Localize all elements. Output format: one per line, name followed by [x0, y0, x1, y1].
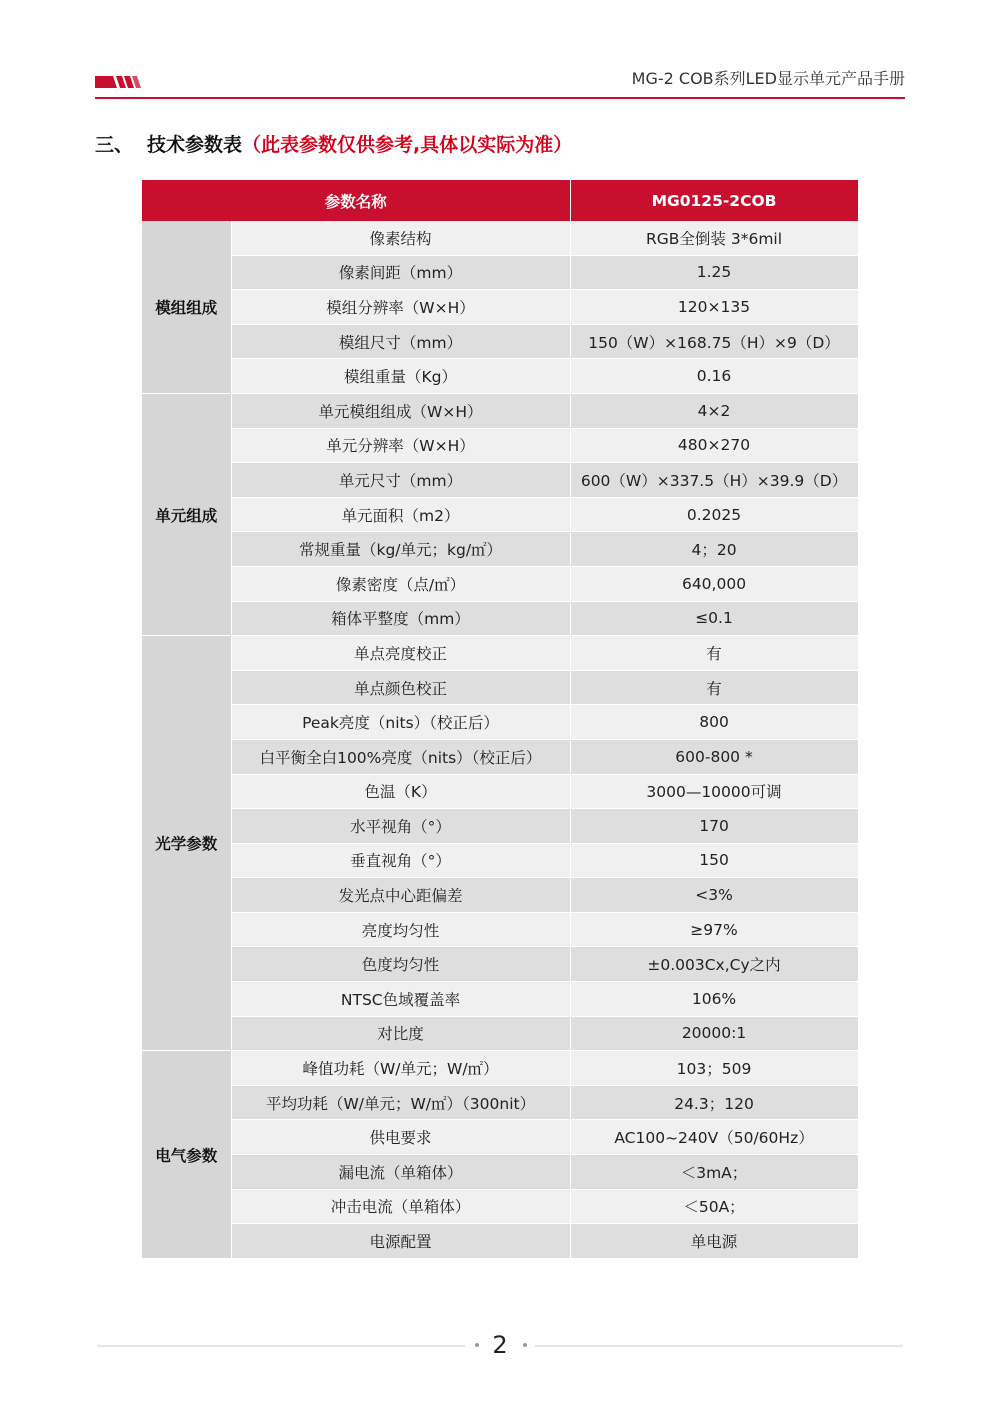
- table-row: [142, 428, 858, 463]
- table-row: [142, 566, 858, 601]
- param-name-cell: 单元模组组成（W×H）: [231, 393, 570, 428]
- param-value-cell: <3%: [570, 878, 858, 913]
- header-model: MG0125-2COB: [570, 180, 858, 221]
- param-value-cell: 640,000: [570, 566, 858, 601]
- header-divider: [95, 97, 905, 99]
- param-name-cell: 亮度均匀性: [231, 912, 570, 947]
- page-number: 2: [492, 1331, 508, 1359]
- param-name-cell: NTSC色域覆盖率: [231, 982, 570, 1017]
- param-name-cell: 常规重量（kg/单元；kg/㎡）: [231, 532, 570, 567]
- header-title: MG-2 COB系列LED显示单元产品手册: [631, 69, 905, 88]
- table-row: [142, 739, 858, 774]
- param-name-cell: 像素结构: [231, 221, 570, 255]
- param-name-cell: 单点颜色校正: [231, 670, 570, 705]
- table-row: [142, 221, 858, 255]
- param-value-cell: 480×270: [570, 428, 858, 463]
- table-row: [142, 1016, 858, 1051]
- param-name-cell: 白平衡全白100%亮度（nits）（校正后）: [231, 739, 570, 774]
- param-value-cell: AC100~240V（50/60Hz）: [570, 1120, 858, 1155]
- param-value-cell: ±0.003Cx,Cy之内: [570, 947, 858, 982]
- param-name-cell: 峰值功耗（W/单元；W/㎡）: [231, 1051, 570, 1086]
- param-value-cell: 20000:1: [570, 1016, 858, 1051]
- group-label: 模组组成: [142, 221, 231, 393]
- section-heading: [95, 130, 572, 157]
- brand-stripes-icon: [95, 76, 141, 88]
- param-name-cell: 发光点中心距偏差: [231, 878, 570, 913]
- table-row: [142, 636, 858, 671]
- param-value-cell: 106%: [570, 982, 858, 1017]
- param-name-cell: 平均功耗（W/单元；W/㎡）（300nit）: [231, 1085, 570, 1120]
- param-name-cell: 色度均匀性: [231, 947, 570, 982]
- table-row: [142, 912, 858, 947]
- table-row: [142, 601, 858, 636]
- table-row: [142, 324, 858, 359]
- table-row: [142, 532, 858, 567]
- table-row: [142, 982, 858, 1017]
- param-value-cell: 150（W）×168.75（H）×9（D）: [570, 324, 858, 359]
- param-value-cell: 3000—10000可调: [570, 774, 858, 809]
- table-row: [142, 774, 858, 809]
- footer-line-right: [535, 1345, 903, 1347]
- param-value-cell: 600-800 *: [570, 739, 858, 774]
- table-row: [142, 1120, 858, 1155]
- param-name-cell: 垂直视角（°）: [231, 843, 570, 878]
- footer-dot-left: [475, 1343, 479, 1347]
- param-value-cell: ＜3mA；: [570, 1155, 858, 1190]
- section-note: （此表参数仅供参考,具体以实际为准）: [242, 134, 573, 156]
- param-value-cell: ≤0.1: [570, 601, 858, 636]
- param-value-cell: ＜50A；: [570, 1189, 858, 1224]
- table-row: [142, 878, 858, 913]
- param-value-cell: 1.25: [570, 255, 858, 290]
- header-param-name: 参数名称: [142, 180, 570, 221]
- section-title: 技术参数表: [147, 134, 243, 156]
- param-name-cell: 电源配置: [231, 1224, 570, 1259]
- param-name-cell: 水平视角（°）: [231, 809, 570, 844]
- spec-table-body: [142, 221, 858, 1258]
- table-row: [142, 463, 858, 498]
- footer-line-left: [97, 1345, 465, 1347]
- param-value-cell: 800: [570, 705, 858, 740]
- group-label: 光学参数: [142, 636, 231, 1051]
- table-row: [142, 393, 858, 428]
- table-row: [142, 705, 858, 740]
- param-value-cell: 4×2: [570, 393, 858, 428]
- footer-dot-right: [523, 1343, 527, 1347]
- table-row: [142, 255, 858, 290]
- table-row: [142, 290, 858, 325]
- param-value-cell: 单电源: [570, 1224, 858, 1259]
- param-name-cell: Peak亮度（nits）（校正后）: [231, 705, 570, 740]
- param-value-cell: 103；509: [570, 1051, 858, 1086]
- param-name-cell: 像素间距（mm）: [231, 255, 570, 290]
- param-value-cell: 4；20: [570, 532, 858, 567]
- group-label: 电气参数: [142, 1051, 231, 1259]
- table-row: [142, 1051, 858, 1086]
- table-row: [142, 359, 858, 394]
- param-value-cell: 0.16: [570, 359, 858, 394]
- table-row: [142, 1155, 858, 1190]
- param-value-cell: 0.2025: [570, 497, 858, 532]
- param-name-cell: 模组尺寸（mm）: [231, 324, 570, 359]
- param-name-cell: 单点亮度校正: [231, 636, 570, 671]
- section-number: 三、: [95, 134, 134, 156]
- param-value-cell: RGB全倒装 3*6mil: [570, 221, 858, 255]
- param-value-cell: 600（W）×337.5（H）×39.9（D）: [570, 463, 858, 498]
- param-name-cell: 单元尺寸（mm）: [231, 463, 570, 498]
- param-value-cell: 24.3；120: [570, 1085, 858, 1120]
- param-value-cell: ≥97%: [570, 912, 858, 947]
- param-value-cell: 有: [570, 636, 858, 671]
- group-label: 单元组成: [142, 393, 231, 635]
- table-row: [142, 809, 858, 844]
- spec-table: [142, 180, 859, 1259]
- table-row: [142, 1224, 858, 1259]
- table-row: [142, 843, 858, 878]
- param-name-cell: 模组重量（Kg）: [231, 359, 570, 394]
- param-value-cell: 120×135: [570, 290, 858, 325]
- param-name-cell: 单元面积（m2）: [231, 497, 570, 532]
- footer: [97, 1330, 903, 1360]
- param-name-cell: 像素密度（点/㎡）: [231, 566, 570, 601]
- table-row: [142, 670, 858, 705]
- param-value-cell: 有: [570, 670, 858, 705]
- param-name-cell: 供电要求: [231, 1120, 570, 1155]
- param-name-cell: 对比度: [231, 1016, 570, 1051]
- param-value-cell: 150: [570, 843, 858, 878]
- table-row: [142, 1085, 858, 1120]
- table-header-row: [142, 180, 858, 221]
- param-name-cell: 模组分辨率（W×H）: [231, 290, 570, 325]
- param-value-cell: 170: [570, 809, 858, 844]
- param-name-cell: 漏电流（单箱体）: [231, 1155, 570, 1190]
- param-name-cell: 色温（K）: [231, 774, 570, 809]
- param-name-cell: 单元分辨率（W×H）: [231, 428, 570, 463]
- table-row: [142, 497, 858, 532]
- table-row: [142, 1189, 858, 1224]
- table-row: [142, 947, 858, 982]
- param-name-cell: 冲击电流（单箱体）: [231, 1189, 570, 1224]
- param-name-cell: 箱体平整度（mm）: [231, 601, 570, 636]
